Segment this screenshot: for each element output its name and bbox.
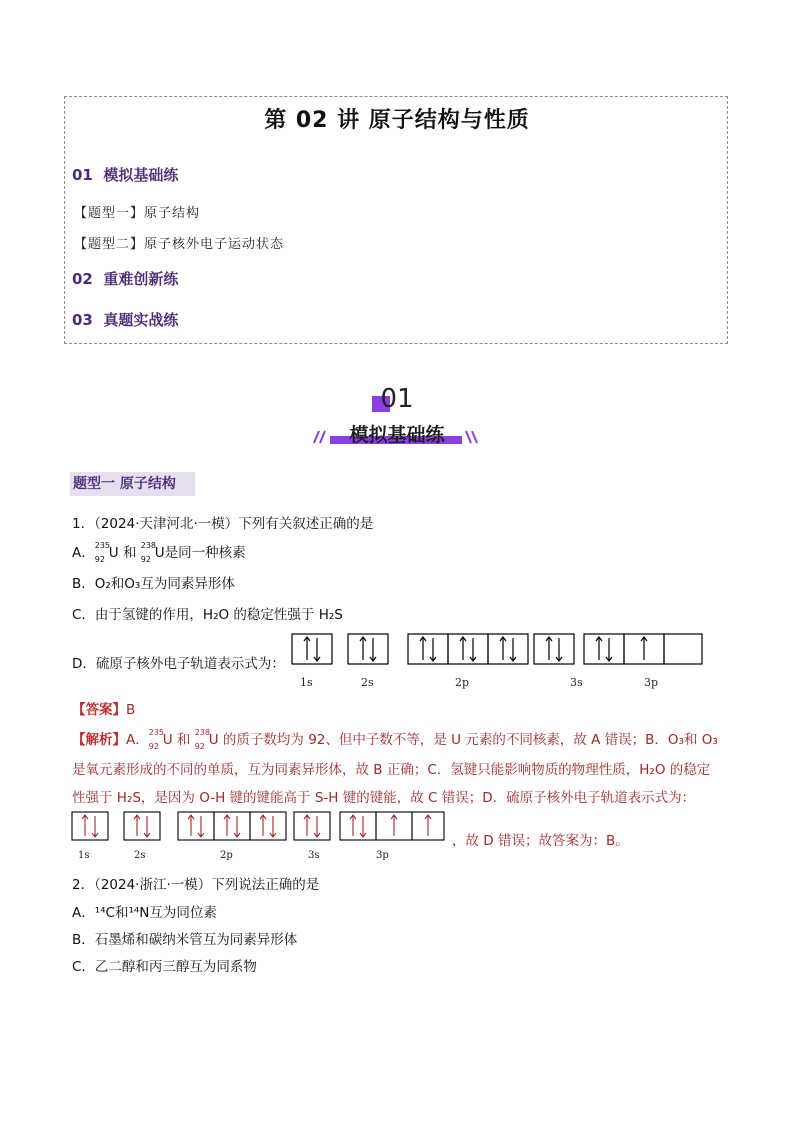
q2-option-c[interactable]: C．乙二醇和丙三醇互为同系物 <box>72 959 257 975</box>
q1-answer: 【答案】B <box>72 702 136 718</box>
analysis-label-2s: 2s <box>134 850 146 861</box>
q1-option-b[interactable]: B．O₂和O₃互为同素异形体 <box>72 576 235 592</box>
analysis-label-3p: 3p <box>376 850 389 861</box>
q1-option-d[interactable]: D．硫原子核外电子轨道表示式为： <box>72 656 285 672</box>
q1-analysis-line-3: 性强于 H₂S，是因为 O-H 键的键能高于 S-H 键的键能，故 C 错误；D．硫原子核外电子轨道表示式为： <box>72 790 696 806</box>
slash-decor-left <box>310 428 330 444</box>
orbital-label-2p: 2p <box>455 676 470 689</box>
q2-option-b[interactable]: B．石墨烯和碳纳米管互为同素异形体 <box>72 932 298 948</box>
orbital-label-2s: 2s <box>361 676 374 689</box>
toc-subtype-1[interactable]: 【题型一】原子结构 <box>74 206 201 221</box>
toc-subtype-2[interactable]: 【题型二】原子核外电子运动状态 <box>74 237 285 252</box>
q1-option-c[interactable]: C．由于氢键的作用，H₂O 的稳定性强于 H₂S <box>72 607 343 623</box>
q1-analysis-end: ，故 D 错误；故答案为：B。 <box>452 833 629 849</box>
q1-stem: 1．（2024·天津河北·一模）下列有关叙述正确的是 <box>72 516 374 532</box>
q1-option-a[interactable]: A． 235 92 U 和 238 92 U是同一种核素 <box>72 541 246 564</box>
slash-decor-right <box>462 428 482 444</box>
banner-number: 01 <box>380 384 414 414</box>
q1-analysis-line-1: 【解析】A． 235 92 U 和 238 92 U 的质子数均为 92、但中子数不等，是 U 元素的不同核素，故 A 错误；B．O₃和 O₃ <box>72 728 718 751</box>
toc-section-03[interactable]: 03 真题实战练 <box>72 311 179 329</box>
orbital-label-1s: 1s <box>300 676 313 689</box>
orbital-label-3p: 3p <box>644 676 659 689</box>
analysis-label-3s: 3s <box>308 850 320 861</box>
type-heading: 题型一 原子结构 <box>70 472 195 496</box>
orbital-label-3s: 3s <box>570 676 583 689</box>
analysis-label-1s: 1s <box>78 850 90 861</box>
orbital-diagram-option-d <box>290 632 710 668</box>
analysis-label-2p: 2p <box>220 850 233 861</box>
orbital-diagram-analysis <box>70 810 450 844</box>
toc-section-01[interactable]: 01 模拟基础练 <box>72 166 179 184</box>
q2-option-a[interactable]: A．¹⁴C和¹⁴N互为同位素 <box>72 905 217 921</box>
q2-stem: 2．（2024·浙江·一模）下列说法正确的是 <box>72 877 320 893</box>
q1-analysis-line-2: 是氧元素形成的不同的单质，互为同素异形体，故 B 正确；C．氢键只能影响物质的物理性质，H₂O 的稳定 <box>72 762 711 778</box>
toc-section-02[interactable]: 02 重难创新练 <box>72 270 179 288</box>
banner-title: 模拟基础练 <box>349 424 445 446</box>
lecture-title: 第 02 讲 原子结构与性质 <box>264 108 530 133</box>
